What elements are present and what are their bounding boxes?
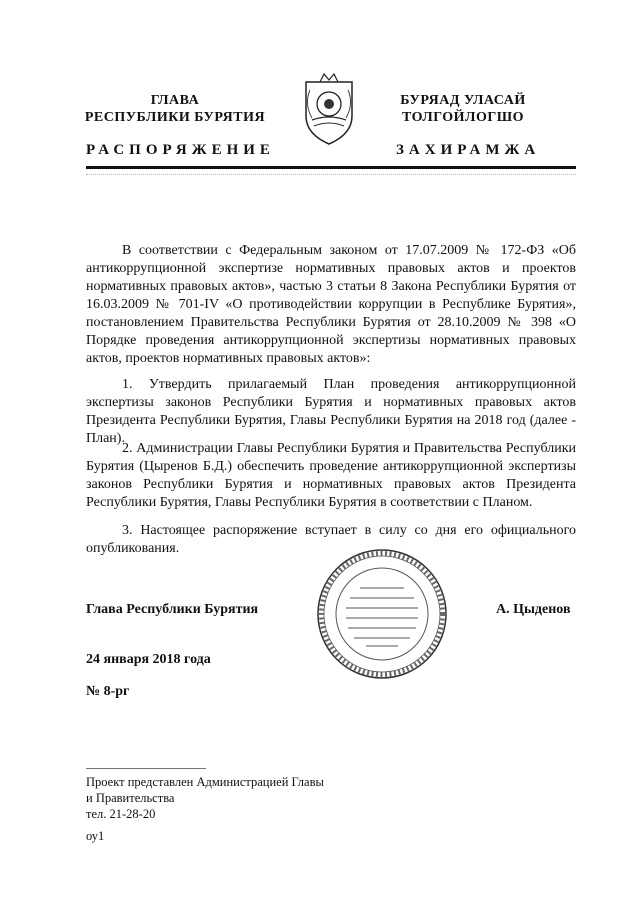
- footer-line-3: тел. 21-28-20: [86, 807, 156, 821]
- header-left-line1: ГЛАВА: [150, 93, 200, 108]
- coat-of-arms-emblem: [298, 70, 360, 146]
- footer-note: [86, 774, 324, 844]
- doc-type-left: РАСПОРЯЖЕНИЕ: [86, 142, 275, 158]
- item-3-paragraph: 3. Настоящее распоряжение вступает в силу со дня его официального опубликования.: [86, 523, 576, 556]
- footer-line-2: и Правительства: [86, 791, 175, 805]
- item-1-paragraph: 1. Утвердить прилагаемый План проведения антикоррупционной экспертизы законов Республики Бурятия и нормативных правовых актов Президента Республики Бурятия, Главы Республики Бурятия на 2018 год (далее - План).: [86, 377, 576, 446]
- header-right-line1: БУРЯАД УЛАСАЙ: [400, 93, 526, 108]
- signatory-name: А. Цыденов: [496, 602, 571, 617]
- item-2-paragraph: 2. Администрации Главы Республики Бурятия и Правительства Республики Бурятия (Цыренов Б.Д.) обеспечить проведение антикоррупционной экспертизы законов Республики Бурятия и нормативных правовых актов Президента Республики Бурятия, Главы Республики Бурятия в соответствии с Планом.: [86, 441, 576, 510]
- header-right-line2: ТОЛГОЙЛОГШО: [401, 110, 525, 125]
- footer-line-1: Проект представлен Администрацией Главы: [86, 775, 324, 789]
- header-left-line2: РЕСПУБЛИКИ БУРЯТИЯ: [84, 110, 266, 125]
- official-seal-stamp: [314, 546, 450, 682]
- footer-line-4: оу1: [86, 829, 105, 843]
- header-dotted-rule: [86, 174, 576, 175]
- signing-date: 24 января 2018 года: [86, 652, 211, 667]
- header-rule: [86, 166, 576, 169]
- header-left: [80, 92, 270, 126]
- header-right: [378, 92, 548, 126]
- document-number: № 8-рг: [86, 684, 130, 699]
- preamble-paragraph: В соответствии с Федеральным законом от 17.07.2009 № 172-ФЗ «Об антикоррупционной экспертизе нормативных правовых актов и проектов нормативных правовых актов», частью 3 статьи 8 Закона Республики Бурятия от 16.03.2009 № 701-IV «О противодействии коррупции в Республике Бурятия», постановлением Правительства Республики Бурятия от 28.10.2009 № 398 «О Порядке проведения антикоррупционной экспертизы нормативных правовых актов, проектов нормативных правовых актов»:: [86, 243, 576, 366]
- footer-divider: [86, 768, 206, 769]
- signatory-title: Глава Республики Бурятия: [86, 602, 259, 617]
- doc-type-right: ЗАХИРАМЖА: [396, 142, 541, 158]
